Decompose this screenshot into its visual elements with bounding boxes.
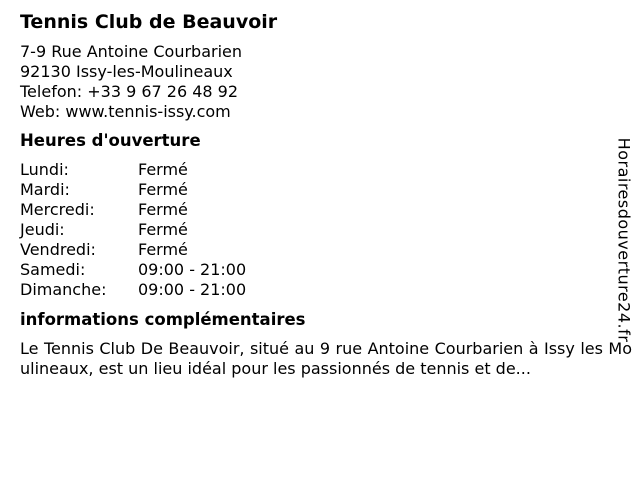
hours-row-wednesday xyxy=(20,200,610,220)
hours-value: Fermé xyxy=(138,200,188,219)
hours-value: Fermé xyxy=(138,160,188,179)
website: Web: www.tennis-issy.com xyxy=(20,102,231,121)
hours-row-monday xyxy=(20,160,610,180)
hours-day: Jeudi: xyxy=(20,220,65,239)
additional-info-description: Le Tennis Club De Beauvoir, situé au 9 rue Antoine Courbarien à Issy les Moulineaux, est un lieu idéal pour les passionnés de tennis et de... xyxy=(20,339,632,378)
address-street: 7-9 Rue Antoine Courbarien xyxy=(20,42,242,61)
opening-hours-heading: Heures d'ouverture xyxy=(20,131,201,150)
hours-row-saturday xyxy=(20,260,610,280)
hours-value: Fermé xyxy=(138,220,188,239)
club-name-title: Tennis Club de Beauvoir xyxy=(20,11,278,33)
watermark-text: Horairesdouverture24.fr xyxy=(614,137,634,343)
phone-number: Telefon: +33 9 67 26 48 92 xyxy=(20,82,239,101)
hours-day: Mercredi: xyxy=(20,200,95,219)
hours-value: Fermé xyxy=(138,180,188,199)
hours-day: Lundi: xyxy=(20,160,69,179)
address-city: 92130 Issy-les-Moulineaux xyxy=(20,62,233,81)
hours-row-sunday xyxy=(20,280,610,300)
hours-row-friday xyxy=(20,240,610,260)
opening-hours-table xyxy=(20,160,610,300)
hours-row-thursday xyxy=(20,220,610,240)
hours-day: Dimanche: xyxy=(20,280,107,299)
hours-day: Mardi: xyxy=(20,180,70,199)
hours-value: 09:00 - 21:00 xyxy=(138,260,247,279)
address-block xyxy=(20,42,610,122)
additional-info-heading: informations complémentaires xyxy=(20,310,306,329)
hours-value: 09:00 - 21:00 xyxy=(138,280,247,299)
hours-value: Fermé xyxy=(138,240,188,259)
hours-day: Vendredi: xyxy=(20,240,96,259)
hours-day: Samedi: xyxy=(20,260,86,279)
hours-row-tuesday xyxy=(20,180,610,200)
